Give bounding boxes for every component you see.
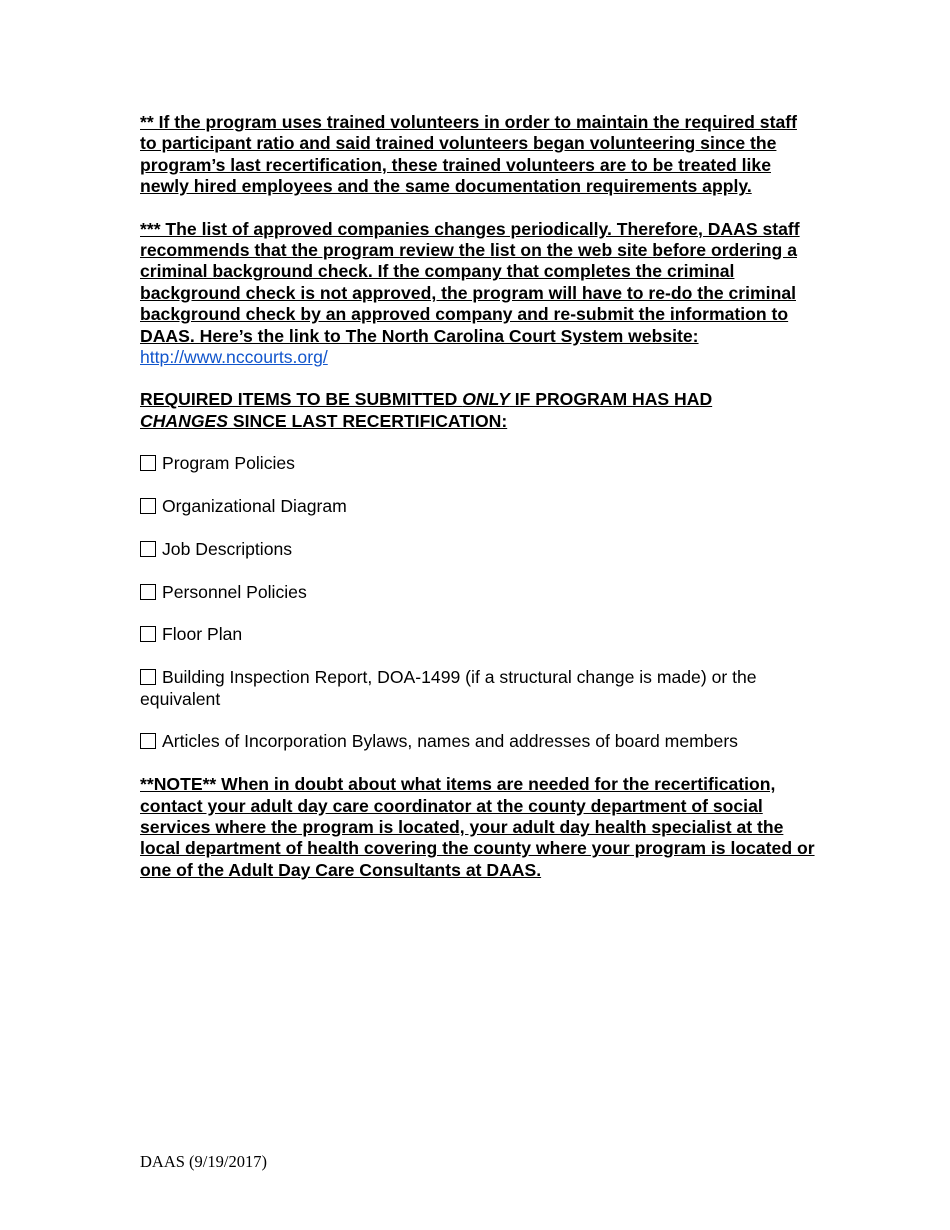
checkbox-personnel-policies[interactable] — [140, 584, 156, 600]
volunteers-note: ** If the program uses trained volunteers in order to maintain the required staff to participant ratio and said trained volunteers began volunteering since the program’s last recertification, these trained volunteers are to be treated like newly hired employees and the same documentation requirements apply. — [140, 112, 797, 197]
checklist-label: Organizational Diagram — [162, 496, 347, 517]
required-items-heading — [140, 389, 815, 432]
required-items-checklist — [140, 453, 815, 753]
heading-changes: CHANGES — [140, 410, 228, 431]
checkbox-articles-of-incorporation[interactable] — [140, 733, 156, 749]
checklist-item — [140, 667, 815, 710]
checklist-label: Floor Plan — [162, 624, 243, 645]
nccourts-link[interactable]: http://www.nccourts.org/ — [140, 347, 328, 368]
checklist-label: Program Policies — [162, 453, 295, 474]
checklist-item — [140, 582, 815, 603]
checklist-item — [140, 496, 815, 517]
checklist-label: Articles of Incorporation Bylaws, names and addresses of board members — [162, 731, 738, 752]
checklist-item — [140, 624, 815, 645]
checkbox-job-descriptions[interactable] — [140, 541, 156, 557]
checklist-item — [140, 453, 815, 474]
document-page — [140, 112, 815, 881]
checkbox-organizational-diagram[interactable] — [140, 498, 156, 514]
heading-part2: IF PROGRAM HAS HAD — [509, 389, 713, 410]
footer-date: DAAS (9/19/2017) — [140, 1152, 267, 1171]
checklist-label: Job Descriptions — [162, 538, 293, 559]
checklist-label: Building Inspection Report, DOA-1499 (if a structural change is made) or the equivalent — [140, 667, 757, 709]
checklist-item — [140, 539, 815, 560]
checkbox-building-inspection[interactable] — [140, 669, 156, 685]
approved-companies-note: *** The list of approved companies changes periodically. Therefore, DAAS staff recommends that the program review the list on the web site before ordering a criminal background check. If the company that completes the criminal background check is not approved, the program will have to re-do the criminal background check by an approved company and re-submit the information to DAAS. Here’s the link to The North Carolina Court System website: — [140, 218, 800, 346]
heading-part3: SINCE LAST RECERTIFICATION: — [227, 410, 508, 431]
heading-only: ONLY — [462, 389, 510, 410]
checklist-item — [140, 731, 815, 752]
final-note: **NOTE** When in doubt about what items are needed for the recertification, contact your adult day care coordinator at the county department of social services where the program is located, your adult day health specialist at the local department of health covering the county where your program is located or one of the Adult Day Care Consultants at DAAS. — [140, 774, 815, 880]
checkbox-floor-plan[interactable] — [140, 626, 156, 642]
checklist-label: Personnel Policies — [162, 581, 307, 602]
checkbox-program-policies[interactable] — [140, 455, 156, 471]
heading-part1: REQUIRED ITEMS TO BE SUBMITTED — [140, 389, 463, 410]
